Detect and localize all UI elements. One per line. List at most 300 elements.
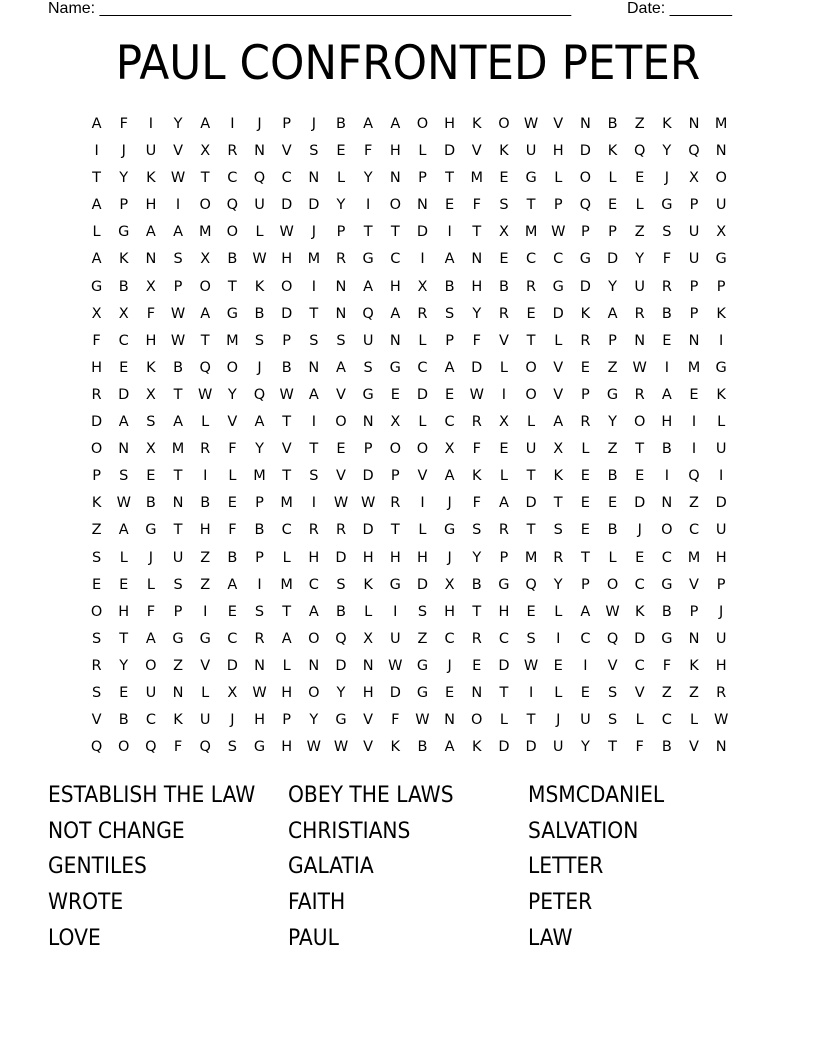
grid-letter: C: [526, 251, 537, 268]
grid-letter: A: [91, 197, 102, 214]
grid-letter: N: [308, 657, 320, 674]
grid-letter: O: [90, 603, 103, 620]
grid-letter: F: [146, 305, 156, 322]
grid-letter: R: [91, 657, 102, 674]
grid-letter: U: [362, 332, 374, 349]
grid-row: [83, 192, 735, 219]
word-list-item: WROTE: [48, 890, 124, 916]
grid-letter: A: [145, 224, 156, 241]
grid-letter: W: [170, 332, 186, 349]
grid-letter: Y: [580, 739, 590, 756]
grid-letter: J: [664, 170, 669, 187]
word-list-item: PETER: [528, 890, 593, 916]
grid-letter: Q: [253, 386, 266, 403]
grid-letter: E: [607, 197, 618, 214]
grid-letter: F: [472, 495, 481, 512]
grid-letter: B: [444, 278, 455, 295]
grid-letter: S: [254, 332, 265, 349]
grid-letter: E: [635, 468, 645, 485]
grid-letter: E: [580, 359, 590, 376]
grid-letter: K: [472, 739, 482, 756]
grid-letter: A: [607, 305, 618, 322]
grid-letter: L: [608, 549, 617, 566]
grid-letter: L: [527, 414, 536, 431]
grid-letter: E: [445, 386, 455, 403]
grid-letter: J: [230, 712, 235, 729]
grid-letter: G: [145, 522, 157, 539]
grid-letter: Y: [336, 684, 346, 701]
grid-letter: K: [91, 495, 102, 512]
grid-letter: L: [364, 603, 373, 620]
grid-letter: O: [389, 441, 401, 458]
grid-letter: J: [311, 116, 316, 132]
grid-letter: L: [499, 359, 508, 376]
grid-letter: Q: [688, 143, 700, 160]
grid-letter: W: [415, 712, 430, 729]
header: [48, 0, 740, 22]
grid-letter: E: [336, 441, 346, 458]
grid-letter: M: [280, 495, 293, 512]
grid-letter: U: [634, 278, 646, 295]
grid-letter: G: [416, 657, 429, 674]
grid-letter: R: [471, 630, 482, 647]
grid-letter: V: [363, 739, 374, 756]
grid-letter: P: [282, 712, 292, 729]
grid-letter: L: [717, 414, 726, 431]
grid-letter: I: [420, 495, 425, 512]
grid-row: [83, 409, 735, 436]
grid-letter: R: [580, 332, 591, 349]
grid-letter: E: [227, 495, 237, 512]
grid-letter: G: [525, 170, 537, 187]
grid-letter: T: [445, 170, 455, 187]
grid-letter: W: [360, 495, 376, 512]
grid-letter: M: [687, 359, 701, 376]
grid-letter: G: [335, 712, 347, 729]
grid-letter: K: [634, 603, 645, 620]
grid-row: [83, 517, 735, 544]
grid-letter: L: [418, 332, 427, 349]
grid-letter: B: [254, 305, 265, 322]
grid-letter: N: [389, 170, 401, 187]
grid-letter: O: [308, 684, 320, 701]
grid-letter: I: [420, 251, 425, 268]
grid-letter: G: [389, 576, 401, 593]
grid-letter: X: [200, 143, 211, 160]
word-list-item: GALATIA: [288, 854, 374, 880]
grid-letter: Q: [199, 359, 211, 376]
grid-letter: I: [203, 468, 208, 485]
grid-letter: V: [281, 143, 292, 160]
grid-letter: V: [200, 657, 211, 674]
grid-letter: B: [498, 278, 509, 295]
grid-letter: E: [119, 684, 129, 701]
grid-letter: Y: [608, 414, 617, 431]
grid-letter: O: [199, 197, 211, 214]
grid-letter: T: [526, 468, 536, 485]
grid-letter: S: [662, 224, 672, 241]
grid-letter: S: [254, 603, 265, 620]
grid-letter: V: [607, 657, 618, 674]
grid-letter: S: [309, 468, 319, 485]
grid-letter: P: [363, 441, 373, 458]
grid-letter: T: [526, 197, 536, 214]
grid-letter: R: [580, 414, 591, 431]
grid-letter: K: [689, 657, 699, 674]
grid-letter: A: [498, 495, 509, 512]
grid-letter: D: [579, 143, 591, 160]
name-field-label: Name: _____________________________________________________: [48, 0, 572, 17]
grid-letter: B: [173, 359, 184, 376]
grid-letter: O: [226, 359, 239, 376]
grid-letter: K: [254, 278, 265, 295]
grid-letter: Q: [226, 197, 239, 214]
grid-letter: L: [608, 170, 617, 187]
grid-letter: Y: [608, 278, 617, 295]
grid-letter: X: [91, 305, 102, 322]
grid-letter: A: [444, 251, 455, 268]
grid-letter: P: [173, 278, 183, 295]
grid-letter: V: [634, 684, 645, 701]
grid-letter: G: [362, 386, 374, 403]
grid-letter: Z: [91, 522, 102, 539]
grid-letter: T: [635, 441, 645, 458]
grid-letter: S: [607, 712, 618, 729]
grid-letter: E: [689, 386, 699, 403]
grid-row: [83, 734, 735, 761]
grid-letter: G: [661, 197, 673, 214]
grid-letter: R: [200, 441, 211, 458]
grid-letter: R: [308, 522, 319, 539]
grid-letter: Y: [119, 657, 129, 674]
grid-letter: G: [552, 278, 564, 295]
grid-letter: B: [118, 278, 129, 295]
grid-letter: H: [118, 603, 130, 620]
grid-letter: O: [633, 414, 646, 431]
grid-letter: G: [253, 739, 266, 756]
grid-letter: V: [553, 359, 564, 376]
grid-letter: L: [282, 657, 291, 674]
grid-letter: I: [528, 684, 534, 701]
grid-letter: I: [311, 278, 316, 295]
grid-letter: M: [226, 332, 239, 349]
grid-letter: P: [173, 603, 183, 620]
grid-letter: V: [91, 712, 102, 729]
grid-letter: X: [227, 684, 238, 701]
grid-letter: D: [416, 224, 429, 241]
grid-letter: O: [308, 630, 320, 647]
grid-letter: L: [554, 170, 563, 187]
grid-letter: D: [498, 657, 510, 674]
grid-letter: U: [525, 143, 537, 160]
grid-row: [83, 490, 735, 517]
grid-letter: Y: [472, 305, 482, 322]
grid-letter: A: [390, 305, 401, 322]
grid-letter: A: [444, 739, 455, 756]
grid-letter: P: [390, 468, 400, 485]
grid-letter: P: [255, 549, 264, 566]
grid-letter: D: [362, 522, 374, 539]
grid-letter: S: [445, 305, 455, 322]
grid-letter: H: [281, 739, 293, 756]
grid-letter: H: [715, 549, 727, 566]
grid-letter: J: [719, 603, 724, 620]
grid-letter: R: [553, 549, 564, 566]
grid-letter: E: [336, 143, 346, 160]
grid-letter: Z: [417, 630, 428, 647]
grid-letter: X: [553, 441, 564, 458]
grid-letter: B: [607, 522, 618, 539]
grid-letter: F: [391, 712, 400, 729]
grid-letter: Q: [688, 468, 700, 485]
grid-letter: W: [551, 224, 566, 241]
grid-letter: T: [173, 468, 183, 485]
grid-letter: K: [390, 739, 401, 756]
grid-letter: D: [335, 549, 347, 566]
grid-letter: A: [173, 414, 183, 431]
grid-letter: B: [607, 116, 618, 132]
grid-letter: B: [607, 468, 618, 485]
grid-letter: F: [92, 332, 101, 349]
grid-letter: S: [336, 576, 346, 593]
grid-letter: J: [148, 549, 154, 566]
letter-grid: [83, 111, 735, 761]
grid-letter: L: [146, 576, 155, 593]
grid-letter: H: [199, 522, 211, 539]
grid-letter: X: [716, 224, 727, 241]
grid-letter: M: [307, 251, 321, 268]
grid-letter: C: [661, 712, 672, 729]
grid-letter: G: [715, 251, 727, 268]
grid-letter: X: [498, 414, 509, 431]
grid-letter: W: [306, 739, 321, 756]
word-list-row: [48, 921, 768, 957]
grid-letter: H: [91, 359, 103, 376]
grid-letter: R: [634, 305, 645, 322]
grid-letter: F: [662, 657, 672, 674]
grid-letter: T: [363, 224, 373, 241]
grid-letter: Z: [634, 224, 645, 241]
grid-letter: Q: [253, 170, 266, 187]
grid-letter: D: [634, 630, 646, 647]
grid-letter: U: [715, 197, 727, 214]
grid-row: [83, 680, 735, 707]
grid-letter: A: [227, 576, 238, 593]
word-list-item: LOVE: [48, 925, 101, 951]
grid-letter: O: [90, 441, 103, 458]
grid-letter: I: [175, 197, 181, 214]
grid-letter: C: [634, 576, 645, 593]
grid-letter: O: [715, 170, 727, 187]
grid-letter: E: [445, 197, 455, 214]
grid-letter: Q: [90, 739, 103, 756]
grid-letter: N: [389, 332, 401, 349]
grid-letter: N: [471, 684, 483, 701]
grid-letter: T: [173, 386, 183, 403]
word-list-row: [48, 814, 768, 850]
grid-letter: O: [416, 116, 429, 132]
grid-letter: X: [689, 170, 699, 187]
grid-letter: W: [523, 116, 539, 132]
grid-letter: Y: [363, 170, 373, 187]
grid-letter: F: [146, 603, 156, 620]
grid-letter: N: [254, 657, 265, 674]
grid-letter: E: [499, 251, 509, 268]
grid-letter: N: [417, 197, 428, 214]
grid-letter: T: [173, 522, 183, 539]
grid-letter: V: [471, 143, 482, 160]
grid-letter: E: [580, 468, 590, 485]
grid-letter: E: [662, 332, 672, 349]
grid-letter: E: [580, 522, 590, 539]
grid-letter: L: [201, 684, 210, 701]
grid-letter: N: [308, 170, 320, 187]
grid-letter: D: [416, 386, 429, 403]
grid-letter: Q: [633, 143, 646, 160]
grid-letter: T: [499, 684, 509, 701]
word-list-row: [48, 849, 768, 885]
grid-letter: C: [498, 630, 509, 647]
grid-letter: K: [716, 386, 726, 403]
grid-letter: Z: [607, 359, 618, 376]
grid-letter: E: [607, 495, 618, 512]
grid-letter: L: [418, 522, 427, 539]
grid-letter: U: [199, 712, 211, 729]
grid-letter: M: [280, 576, 293, 593]
grid-letter: D: [226, 657, 238, 674]
grid-letter: P: [689, 305, 699, 322]
grid-letter: K: [472, 468, 482, 485]
word-list-row: [48, 778, 768, 814]
grid-letter: A: [390, 116, 401, 132]
word-list-item: LETTER: [528, 854, 604, 880]
grid-letter: G: [443, 522, 456, 539]
grid-letter: H: [281, 251, 293, 268]
grid-letter: S: [173, 251, 183, 268]
grid-letter: X: [118, 305, 129, 322]
grid-letter: T: [92, 170, 101, 187]
grid-letter: B: [254, 522, 265, 539]
grid-letter: P: [282, 116, 292, 132]
grid-letter: I: [556, 630, 561, 647]
grid-letter: V: [336, 386, 346, 403]
grid-letter: B: [145, 495, 156, 512]
grid-letter: O: [661, 522, 673, 539]
grid-letter: R: [498, 305, 509, 322]
grid-letter: N: [118, 441, 130, 458]
grid-letter: P: [499, 549, 509, 566]
grid-letter: S: [91, 684, 102, 701]
grid-letter: Y: [119, 170, 129, 187]
grid-letter: G: [579, 251, 592, 268]
grid-letter: K: [118, 251, 129, 268]
grid-letter: F: [635, 739, 644, 756]
grid-letter: H: [389, 278, 401, 295]
grid-letter: X: [417, 278, 428, 295]
grid-row: [83, 328, 735, 355]
grid-letter: Q: [579, 197, 592, 214]
grid-row: [83, 355, 735, 382]
grid-letter: S: [607, 684, 618, 701]
grid-letter: O: [471, 712, 483, 729]
grid-letter: H: [145, 332, 157, 349]
grid-letter: W: [714, 712, 729, 729]
grid-letter: I: [257, 576, 262, 593]
grid-letter: S: [336, 332, 346, 349]
grid-letter: O: [335, 414, 347, 431]
grid-letter: D: [552, 305, 564, 322]
grid-letter: S: [472, 522, 482, 539]
word-list-item: MSMCDANIEL: [528, 783, 665, 808]
grid-letter: E: [526, 305, 536, 322]
grid-letter: D: [308, 197, 320, 214]
grid-letter: A: [363, 278, 374, 295]
grid-letter: E: [635, 170, 645, 187]
grid-letter: Y: [173, 116, 183, 132]
grid-letter: K: [146, 170, 156, 187]
grid-letter: C: [145, 712, 156, 729]
grid-letter: Z: [689, 684, 699, 701]
grid-letter: R: [526, 278, 537, 295]
grid-letter: B: [336, 116, 346, 132]
grid-letter: Y: [662, 143, 672, 160]
grid-letter: W: [605, 603, 620, 620]
grid-letter: M: [687, 549, 701, 566]
grid-letter: O: [145, 657, 157, 674]
grid-letter: D: [606, 251, 619, 268]
grid-letter: N: [688, 630, 700, 647]
grid-letter: P: [119, 197, 129, 214]
grid-letter: G: [362, 251, 374, 268]
grid-letter: B: [336, 603, 346, 620]
grid-letter: B: [118, 712, 129, 729]
grid-letter: A: [200, 116, 211, 132]
grid-letter: C: [227, 630, 238, 647]
grid-letter: B: [661, 305, 672, 322]
grid-letter: P: [255, 495, 264, 512]
grid-letter: G: [199, 630, 211, 647]
grid-letter: T: [227, 278, 237, 295]
grid-letter: U: [715, 441, 727, 458]
grid-letter: H: [444, 603, 456, 620]
grid-letter: X: [498, 224, 509, 241]
grid-letter: R: [335, 251, 347, 268]
grid-letter: C: [390, 251, 401, 268]
grid-letter: O: [389, 197, 401, 214]
grid-letter: Q: [525, 576, 537, 593]
grid-letter: S: [119, 468, 129, 485]
grid-letter: H: [362, 684, 374, 701]
grid-letter: C: [634, 657, 645, 674]
grid-letter: N: [254, 143, 265, 160]
grid-letter: P: [608, 332, 617, 349]
grid-letter: I: [447, 224, 452, 241]
grid-letter: I: [719, 332, 724, 349]
grid-letter: I: [664, 468, 669, 485]
grid-row: [83, 572, 735, 599]
grid-row: [83, 274, 735, 301]
grid-letter: C: [118, 332, 129, 349]
grid-letter: S: [417, 603, 428, 620]
grid-letter: O: [525, 359, 537, 376]
grid-letter: T: [309, 305, 319, 322]
grid-row: [83, 246, 735, 273]
grid-letter: P: [336, 224, 346, 241]
grid-letter: P: [92, 468, 101, 485]
grid-letter: D: [90, 414, 103, 431]
grid-letter: A: [254, 414, 265, 431]
grid-letter: J: [447, 549, 452, 566]
